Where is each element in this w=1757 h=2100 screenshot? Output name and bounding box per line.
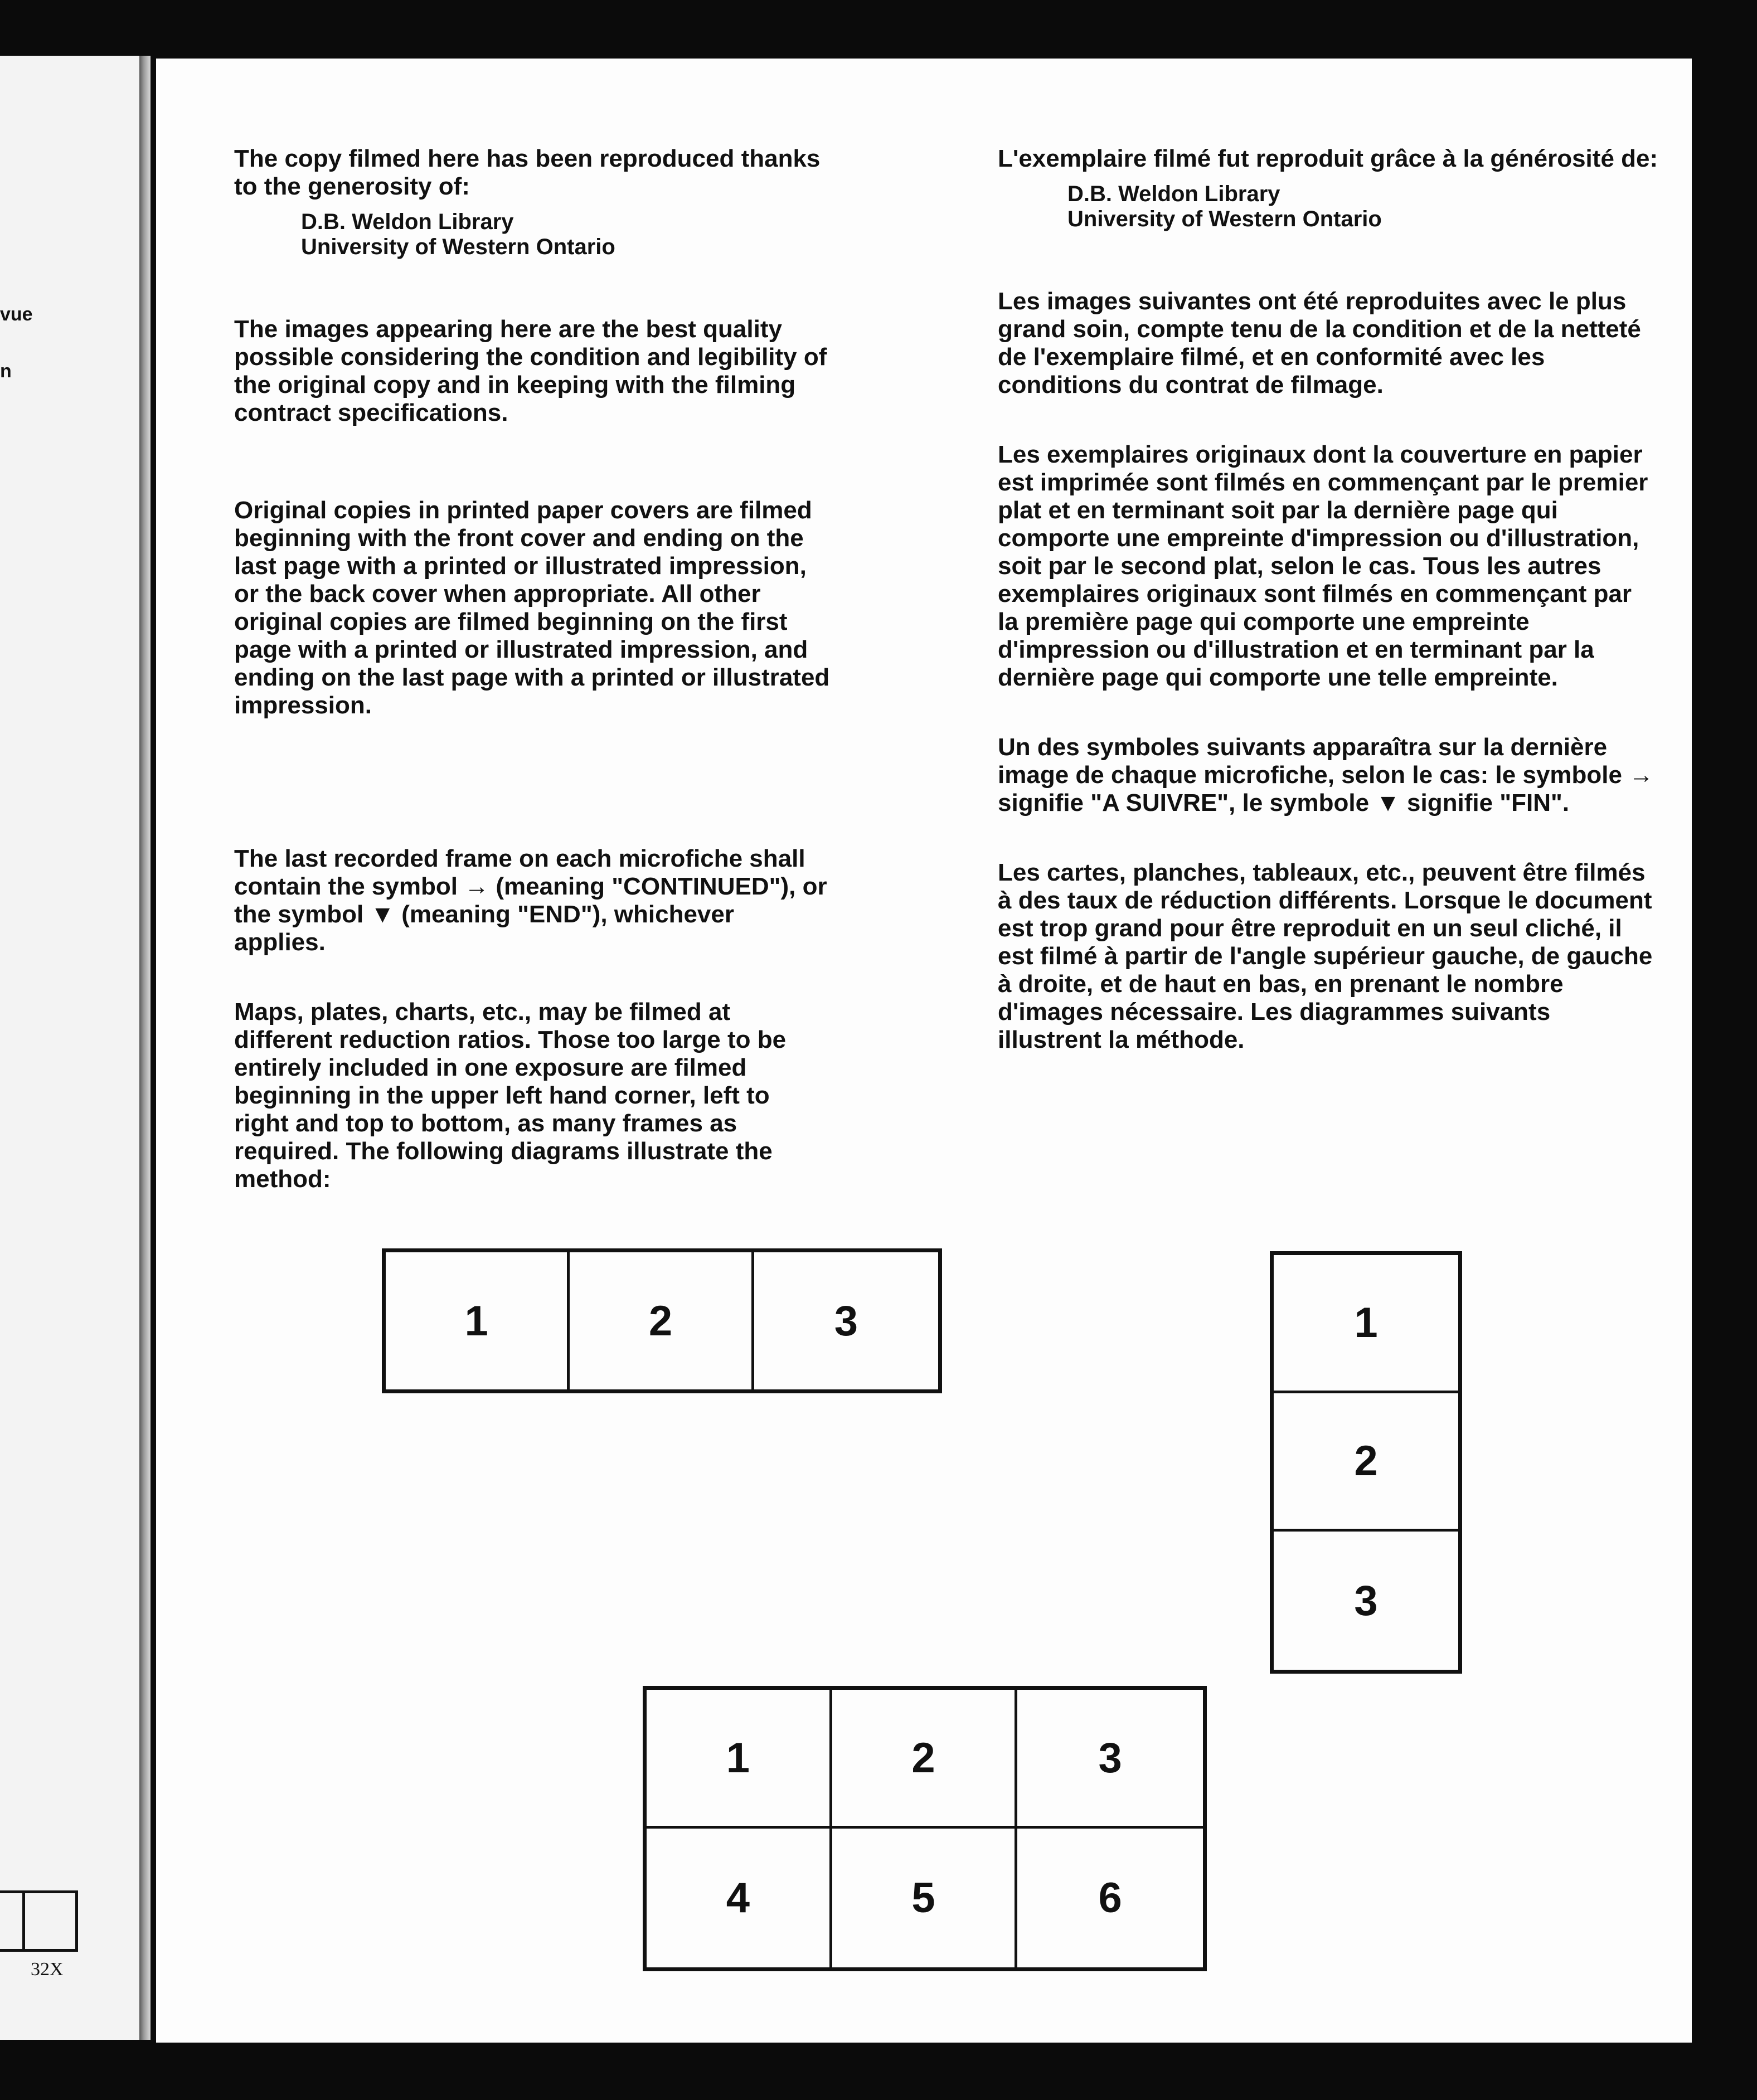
diagram-grid xyxy=(643,1686,1207,1971)
en-library-name: D.B. Weldon Library xyxy=(301,210,514,234)
diagram-g-frame-1: 1 xyxy=(647,1690,832,1829)
diagram-h-frame-1: 1 xyxy=(386,1252,570,1389)
fr-library-block xyxy=(1067,182,1658,232)
microfiche-target-page xyxy=(156,59,1692,2043)
diagram-g-frame-4: 4 xyxy=(647,1829,832,1967)
diagram-v-frame-1: 1 xyxy=(1274,1255,1458,1393)
en-credit-intro: The copy filmed here has been reproduced thanks to the generosity of: xyxy=(234,145,821,200)
diagram-v-frame-2: 2 xyxy=(1274,1393,1458,1532)
diagram-h-frame-3: 3 xyxy=(834,1297,858,1345)
diagram-g-frame-5: 5 xyxy=(832,1829,1018,1967)
fr-quality-paragraph: Les images suivantes ont été reproduites avec le plus grand soin, compte tenu de la condition et de la netteté de l'exemplaire filmé, et en conformité avec les conditions du contrat de filmage. xyxy=(998,288,1641,398)
french-column xyxy=(998,145,1658,1054)
reduction-ratio-label: 32X xyxy=(31,1959,64,1980)
margin-fragment-vue: vue xyxy=(0,304,33,325)
en-quality-paragraph: The images appearing here are the best quality possible considering the condition and legibility of the original copy and in keeping with the filming contract specifications. xyxy=(234,315,827,426)
en-covers-paragraph: Original copies in printed paper covers are filmed beginning with the front cover and ending on the last page with a printed or illustrated impression, or the back cover when appropriate. All other original copies are filmed beginning on the first page with a printed or illustrated impression, and ending on the last page with a printed or illustrated impression. xyxy=(234,497,830,719)
diagram-vertical xyxy=(1270,1251,1462,1674)
en-symbols-paragraph: The last recorded frame on each microfiche shall contain the symbol → (meaning "CONTINUED"), or the symbol ▼ (meaning "END"), whichever applies. xyxy=(234,845,827,956)
margin-fragment-n: n xyxy=(0,361,12,382)
diagram-g-frame-2: 2 xyxy=(832,1690,1018,1829)
fr-covers-paragraph: Les exemplaires originaux dont la couverture en papier est imprimée sont filmés en commençant par le premier plat et en terminant soit par la dernière page qui comporte une empreinte d'impression ou d'illustration, soit par le second plat, selon le cas. Tous les autres exemplaires originaux sont filmés en commençant par la première page qui comporte une empreinte d'impression ou d'illustration et en terminant par la dernière page qui comporte une telle empreinte. xyxy=(998,441,1648,691)
english-column xyxy=(234,145,831,1193)
en-library-university: University of Western Ontario xyxy=(301,235,615,259)
partial-diagram-fragment xyxy=(0,1890,78,1952)
fr-symbols-paragraph: Un des symboles suivants apparaîtra sur la dernière image de chaque microfiche, selon le cas: le symbole → signifie "A SUIVRE", le symbole ▼ signifie "FIN". xyxy=(998,733,1654,816)
diagram-g-frame-3: 3 xyxy=(1017,1690,1203,1829)
fr-maps-paragraph: Les cartes, planches, tableaux, etc., peuvent être filmés à des taux de réduction différents. Lorsque le document est trop grand pour être reproduit en un seul cliché, il est filmé à partir de l'angle supérieur gauche, de gauche à droite, et de haut en bas, en prenant le nombre d'images nécessaire. Les diagrammes suivants illustrent la méthode. xyxy=(998,859,1653,1053)
fr-credit-intro: L'exemplaire filmé fut reproduit grâce à la générosité de: xyxy=(998,145,1658,172)
fr-library-university: University of Western Ontario xyxy=(1067,207,1382,231)
diagram-g-frame-6: 6 xyxy=(1098,1874,1122,1922)
page-spine xyxy=(139,56,151,2040)
en-library-block xyxy=(301,210,831,260)
adjacent-page-strip xyxy=(0,56,139,2040)
diagram-h-frame-2: 2 xyxy=(570,1252,754,1389)
diagram-horizontal xyxy=(382,1248,942,1393)
diagram-v-frame-3: 3 xyxy=(1354,1577,1378,1625)
en-maps-paragraph: Maps, plates, charts, etc., may be filmed at different reduction ratios. Those too large to be entirely included in one exposure are filmed beginning in the upper left hand corner, left to right and top to bottom, as many frames as required. The following diagrams illustrate the method: xyxy=(234,998,787,1193)
fr-library-name: D.B. Weldon Library xyxy=(1067,182,1280,206)
